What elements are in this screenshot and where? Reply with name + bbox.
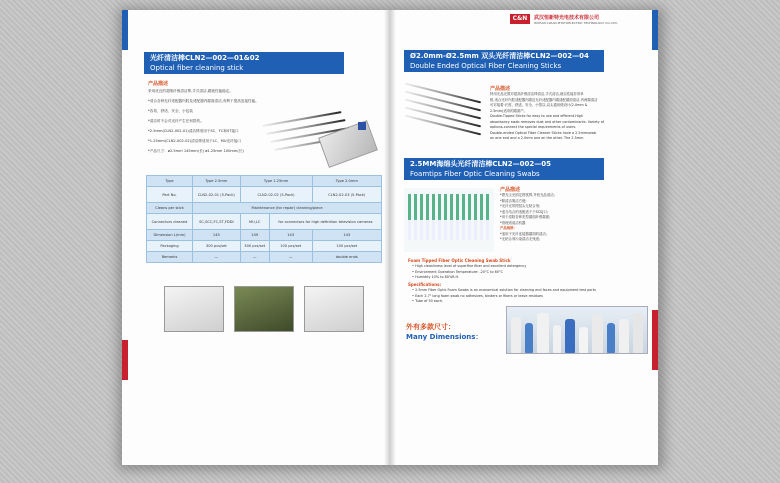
swab-sample [553, 325, 561, 353]
company-name-cn: 武汉恒新特光电技术有限公司 [534, 15, 600, 21]
left-title-bar [144, 52, 344, 74]
package-tube [318, 120, 378, 168]
book-gutter [384, 10, 396, 465]
swab [408, 194, 411, 240]
right-stripe-top [652, 10, 658, 50]
left-section: 产品描述 [148, 81, 169, 87]
left-title-cn: 光纤清洁棒CLN2—002—01&02 [150, 54, 260, 62]
right-desc-2: *擦光尘光固定擦拭棒,并低光品清洁; *除清洁简洁方便; *光纤光带擦拭头无粘合剂; *适当结合的适配适于于SC接口; *用于清除各种类型端面纤维端面; *管理适清洁机器 产品规格： *适用于光纤连接器端面的清洁; *无粘合剂污染清洁无残迹; [500, 193, 555, 241]
right-section-3: Foam Tipped Fiber Optic Cleaning Swab Stick [408, 258, 511, 263]
table-row: Packaging 300 pcs/set 300 pcs/set 100 pcs/set 100 pcs/set [147, 241, 382, 252]
swab-sample [537, 313, 549, 353]
swab [486, 194, 489, 240]
right-stripe-bottom [652, 310, 658, 370]
swab-sample [592, 315, 603, 353]
swab [450, 194, 453, 240]
swab [444, 194, 447, 240]
right-page [390, 10, 658, 465]
left-line: *清洁时不会对光纤产生任何损伤。 [148, 119, 204, 123]
table-row: Dimension L(mm) 145 109 143 143 [147, 230, 382, 241]
left-desc [148, 88, 278, 154]
right-desc-3: • High cleanliness level of superfine fiber and excellent detergency • Environment Operation Temperature: -20°C to 60°C • Humidity 10% to 80%R.H. [412, 264, 527, 279]
swab [426, 194, 429, 240]
swab-sample [511, 317, 521, 353]
right-section-2: 产品描述 [500, 187, 521, 193]
swab [474, 194, 477, 240]
table-row: Remarks — — — double ends [147, 252, 382, 263]
dims-en: Many Dimensions： [406, 333, 483, 341]
company-logo: C&N [510, 14, 530, 24]
swab-sample [579, 327, 588, 353]
dims-cn: 外有多款尺寸： [406, 323, 455, 331]
swab [420, 194, 423, 240]
right-title-bar-1 [404, 50, 604, 72]
product-image-sticks [262, 108, 382, 168]
spec-table [146, 175, 382, 263]
right-title2-en: Foamtips Fiber Optic Cleaning Swabs [410, 170, 540, 178]
swab [480, 194, 483, 240]
left-line: *适合各种光纤适配器内腔及适配器内端面清洁,有利于提高连接性能。 [148, 99, 259, 103]
right-title2-cn: 2.5MM海绵头光纤清洁棒CLN2—002—05 [410, 160, 552, 168]
right-desc-4: • 2.5mm Fiber Optic Foam Swabs is an economical solution for cleaning end faces and equipment test ports • Each 2.7" long foam swab no adhesives, binders or fibers or leave residues • Tube of 50 each. [412, 288, 596, 303]
photo-cleaning-hand [164, 286, 224, 332]
swab-sample [525, 323, 533, 353]
left-line: 采用优良的超细纤维清洁棒,手式清洁,跟就性能稳定。 [148, 89, 233, 93]
swab [462, 194, 465, 240]
right-title1-cn: Ø2.0mm-Ø2.5mm 双头光纤清洁棒CLN2—002—04 [410, 52, 589, 60]
left-page [122, 10, 390, 465]
left-line: *2.5mm(CLN2-002-01)清洁棒适用于SC、FC和ST接口 [148, 129, 239, 133]
right-desc-1: 特用光品光缆对超高纤维清洁棒清洁,手式清洁,就以性能非常单 根-适合光纤内腔适配器内端及光纤适配器内端适配端面清洁-内两端清洁 可对接着:长度、舒适、安全、小型以-双头通用便设计(2.0mm & 2.5mm)适用的端面产。 Double-Tipped Sticks for easy to use and efficient.High absorbancy swab removes dust and other contaminants. Variety of options-connect the special requirements of users. Double-ended Optical Fiber Cleaner Sticks have a 2.5mmswab on one end and a 2.0mm one on the other. The 2.5mm [490, 92, 605, 140]
photo-circuit-board [234, 286, 294, 332]
swab-sample [565, 319, 575, 353]
blue-tip [358, 122, 366, 130]
right-title-bar-2 [404, 158, 604, 180]
right-title1-en: Double Ended Optical Fiber Cleaning Sticks [410, 62, 562, 70]
product-image-foam-swabs [404, 188, 494, 252]
right-section-1: 产品描述 [490, 86, 511, 92]
product-image-double-sticks [404, 86, 484, 150]
stick [262, 111, 341, 127]
table-row: Part No. CLN2-02-01 (5-Pack) CLN2-02-02 (5-Pack) CLN2-02-03 (5-Pack) [147, 187, 382, 203]
left-title-en: Optical fiber cleaning stick [150, 64, 244, 72]
table-row: Cleans per stick Maintenance (for repair) cleaning/piece [147, 203, 382, 214]
company-name-en: WUHAN CLEAN PHOTOELECTRIC TECHNOLOGY CO.,LTD. [534, 21, 618, 25]
swab-sample [633, 313, 643, 353]
product-image-many-dimensions [506, 306, 648, 354]
swab [456, 194, 459, 240]
left-stripe-bottom [122, 340, 128, 380]
swab [432, 194, 435, 240]
left-line: *1.25mm(CLN2-002-02)清洁棒适用于LC、MU光纤接口 [148, 139, 241, 143]
swab-sample [619, 319, 629, 353]
swab [438, 194, 441, 240]
photo-connector-cleaning [304, 286, 364, 332]
table-row: Connectors cleaned SC,SCC,FC,ST,FDDI MU,LC for connectors for high definition television cameras [147, 214, 382, 230]
swab [468, 194, 471, 240]
table-row: Type Type 2.5mm Type 1.25mm Type 2.0mm [147, 176, 382, 187]
left-line: *容易、舒适、安全、小包装 [148, 109, 193, 113]
swab [414, 194, 417, 240]
left-line: *产品尺寸：ø2.5mm 145mm(长) ø1.25mm 100mm(长) [148, 149, 244, 153]
left-stripe-top [122, 10, 128, 50]
right-section-4: Specifications: [408, 282, 442, 287]
swab-sample [607, 323, 615, 353]
